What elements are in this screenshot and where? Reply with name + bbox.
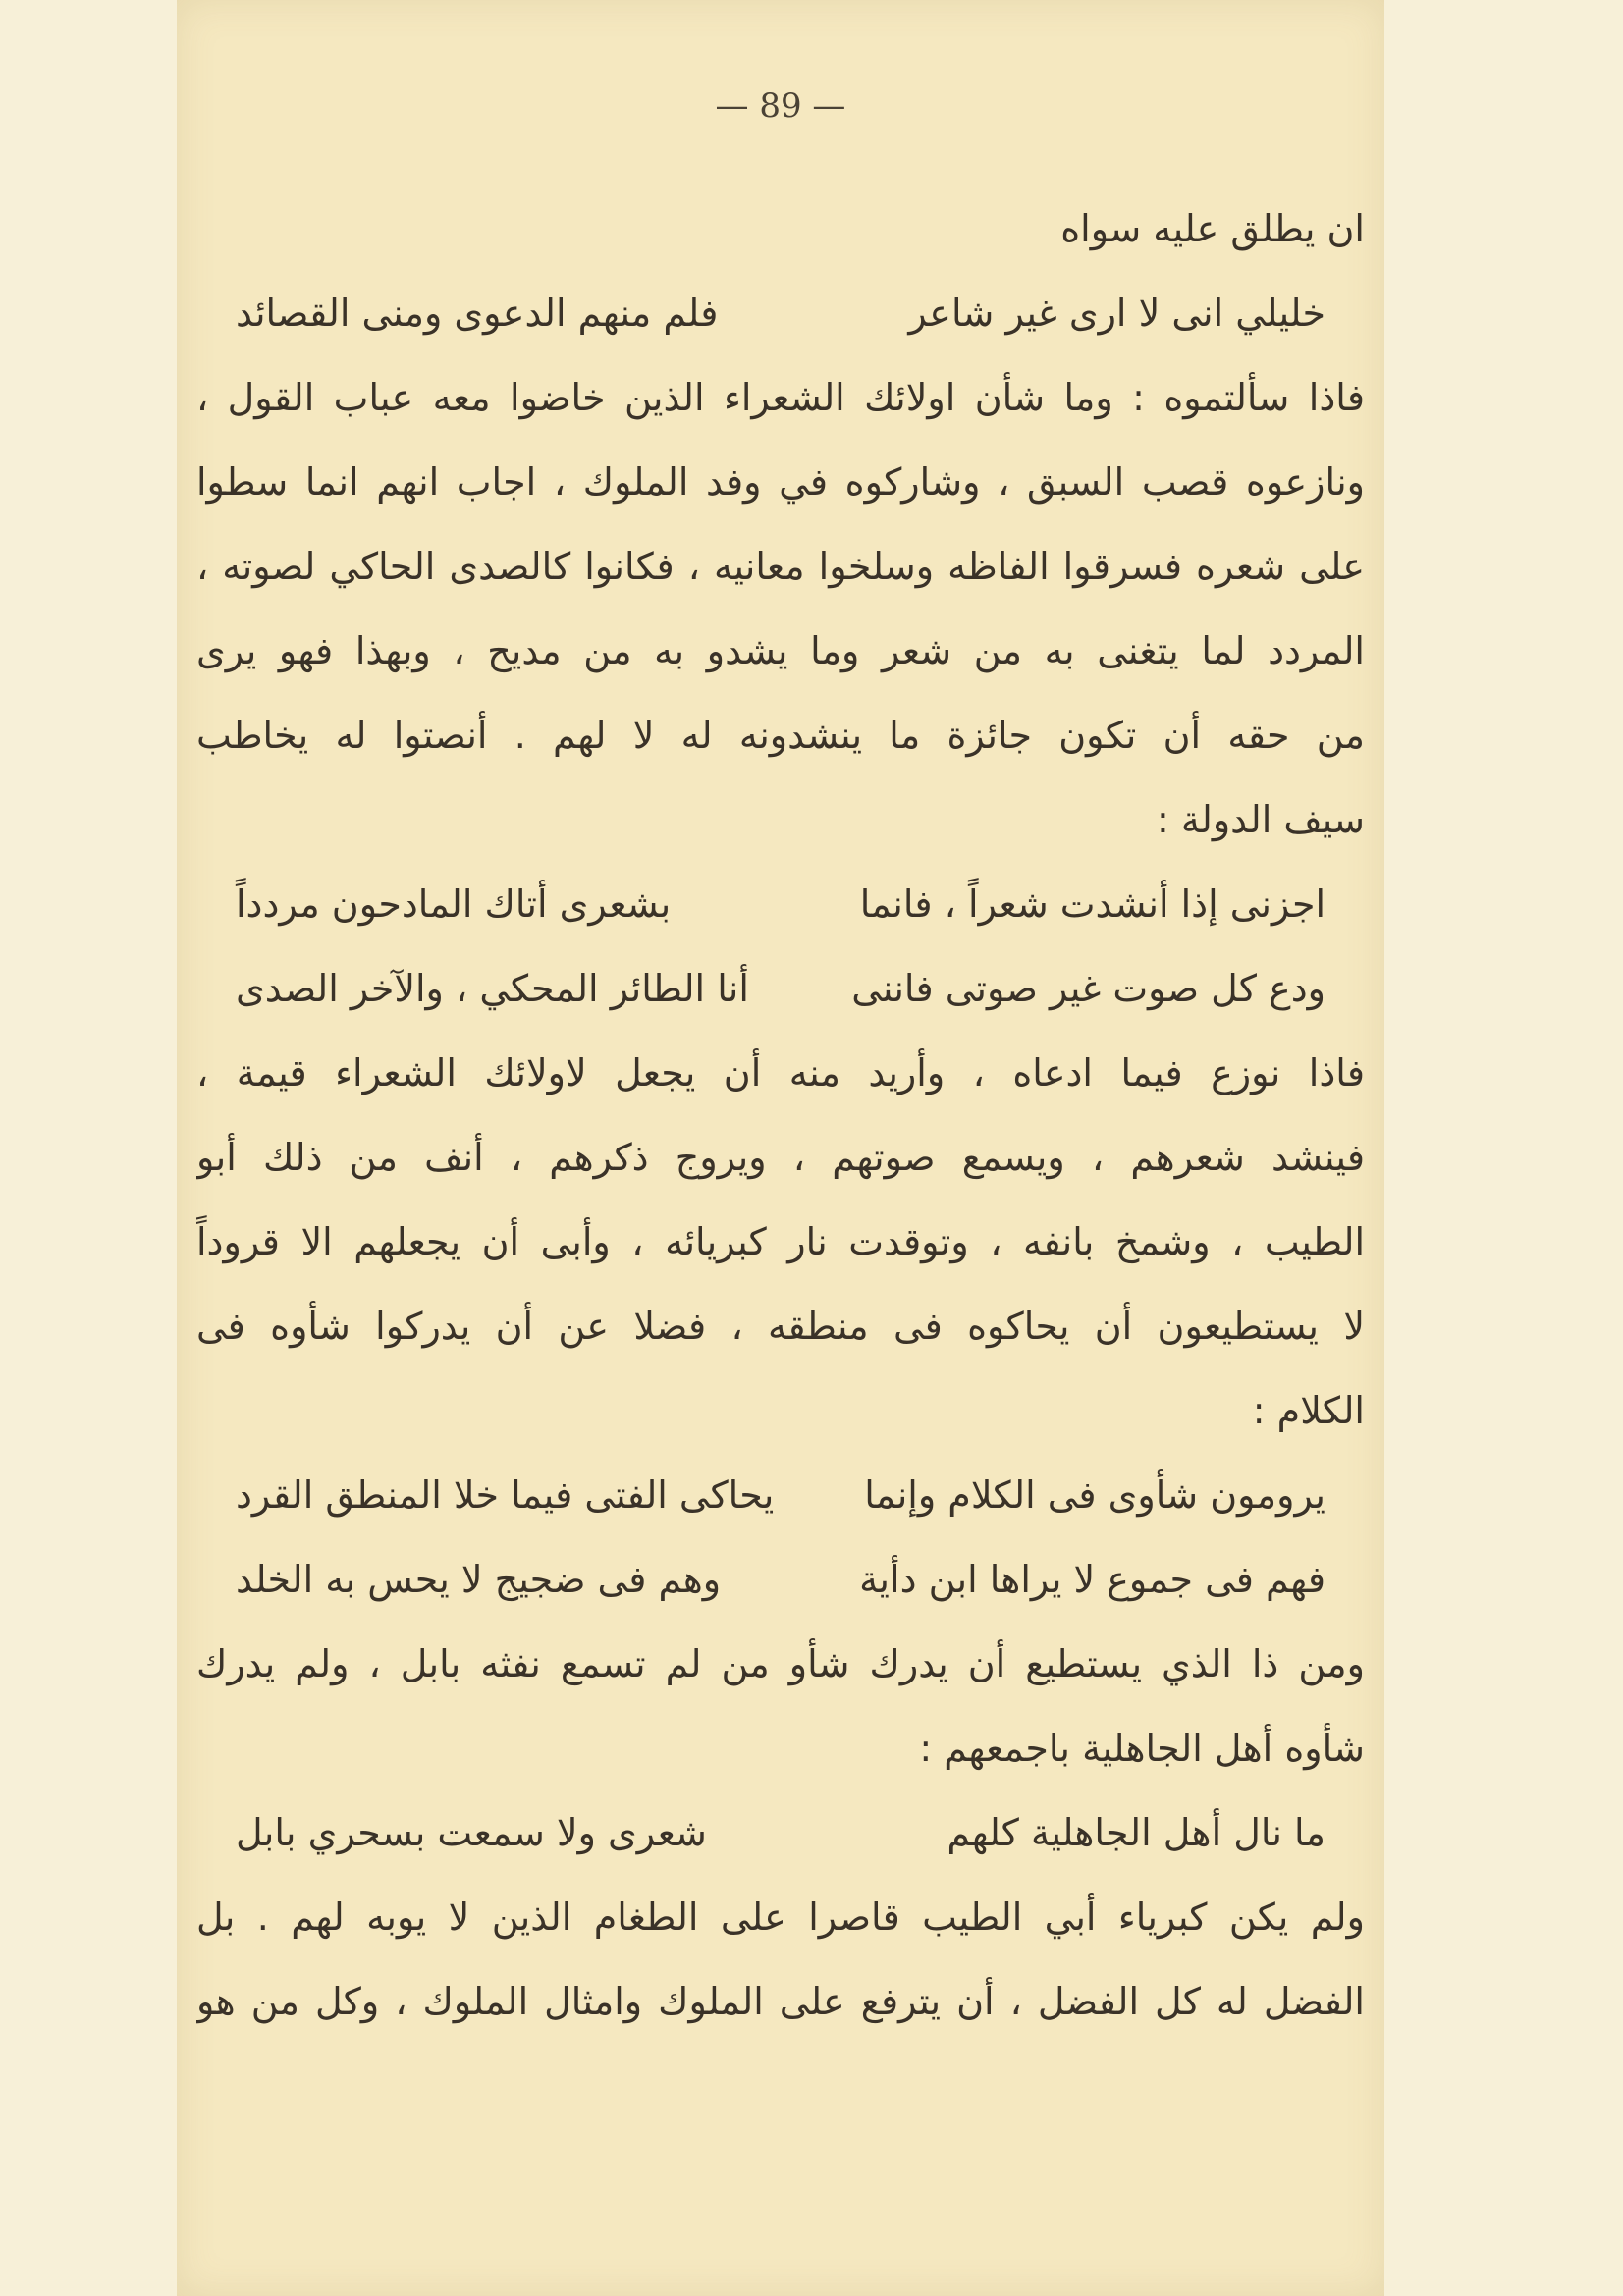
verse-first-hemistich: ما نال أهل الجاهلية كلهم — [947, 1811, 1325, 1854]
prose-line: ان يطلق عليه سواه — [1060, 207, 1365, 250]
prose-line: الكلام : — [1252, 1389, 1365, 1432]
prose-line: ومن ذا الذي يستطيع أن يدرك شأو من لم تسمع نفثه بابل ، ولم يدرك — [196, 1642, 1365, 1685]
prose-line: من حقه أن تكون جائزة ما ينشدونه له لا لهم . أنصتوا له يخاطب — [196, 714, 1365, 757]
verse-first-hemistich: يرومون شأوى فى الكلام وإنما — [864, 1473, 1325, 1517]
book-page — [177, 0, 1384, 2296]
prose-line: فاذا سألتموه : وما شأن اولائك الشعراء الذين خاضوا معه عباب القول ، — [196, 376, 1365, 419]
verse-first-hemistich: خليلي انى لا ارى غير شاعر — [908, 292, 1325, 335]
prose-line: سيف الدولة : — [1157, 798, 1365, 841]
verse-line — [196, 1790, 1365, 1875]
verse-line — [196, 1453, 1365, 1537]
verse-second-hemistich: أنا الطائر المحكي ، والآخر الصدى — [236, 967, 749, 1010]
page-text — [196, 187, 1365, 2044]
verse-second-hemistich: يحاكى الفتى فيما خلا المنطق القرد — [236, 1473, 775, 1517]
verse-second-hemistich: شعرى ولا سمعت بسحري بابل — [236, 1811, 707, 1854]
verse-first-hemistich: فهم فى جموع لا يراها ابن دأية — [859, 1558, 1325, 1601]
verse-line — [196, 271, 1365, 355]
prose-line: الطيب ، وشمخ بانفه ، وتوقدت نار كبريائه ، وأبى أن يجعلهم الا قروداً — [196, 1220, 1365, 1263]
verse-line — [196, 862, 1365, 946]
prose-line: المردد لما يتغنى به من شعر وما يشدو به من مديح ، وبهذا فهو يرى — [196, 629, 1365, 672]
verse-first-hemistich: ودع كل صوت غير صوتى فاننى — [851, 967, 1325, 1010]
prose-line: ونازعوه قصب السبق ، وشاركوه في وفد الملوك ، اجاب انهم انما سطوا — [196, 460, 1365, 504]
prose-line: فاذا نوزع فيما ادعاه ، وأريد منه أن يجعل لاولائك الشعراء قيمة ، — [196, 1051, 1365, 1095]
verse-line — [196, 1537, 1365, 1622]
page-number: — 89 — — [715, 86, 846, 126]
verse-second-hemistich: وهم فى ضجيج لا يحس به الخلد — [236, 1558, 722, 1601]
prose-line: لا يستطيعون أن يحاكوه فى منطقه ، فضلا عن أن يدركوا شأوه فى — [196, 1305, 1365, 1348]
prose-line: الفضل له كل الفضل ، أن يترفع على الملوك وامثال الملوك ، وكل من هو — [196, 1980, 1365, 2023]
prose-line: على شعره فسرقوا الفاظه وسلخوا معانيه ، فكانوا كالصدى الحاكي لصوته ، — [196, 545, 1365, 588]
verse-line — [196, 946, 1365, 1031]
prose-line: فينشد شعرهم ، ويسمع صوتهم ، ويروج ذكرهم ، أنف من ذلك أبو — [196, 1136, 1365, 1179]
verse-second-hemistich: فلم منهم الدعوى ومنى القصائد — [236, 292, 719, 335]
verse-second-hemistich: بشعرى أتاك المادحون مردداً — [236, 882, 672, 926]
verse-first-hemistich: اجزنى إذا أنشدت شعراً ، فانما — [859, 882, 1325, 926]
prose-line: شأوه أهل الجاهلية باجمعهم : — [919, 1727, 1365, 1770]
prose-line: ولم يكن كبرياء أبي الطيب قاصرا على الطغام الذين لا يوبه لهم . بل — [196, 1896, 1365, 1939]
